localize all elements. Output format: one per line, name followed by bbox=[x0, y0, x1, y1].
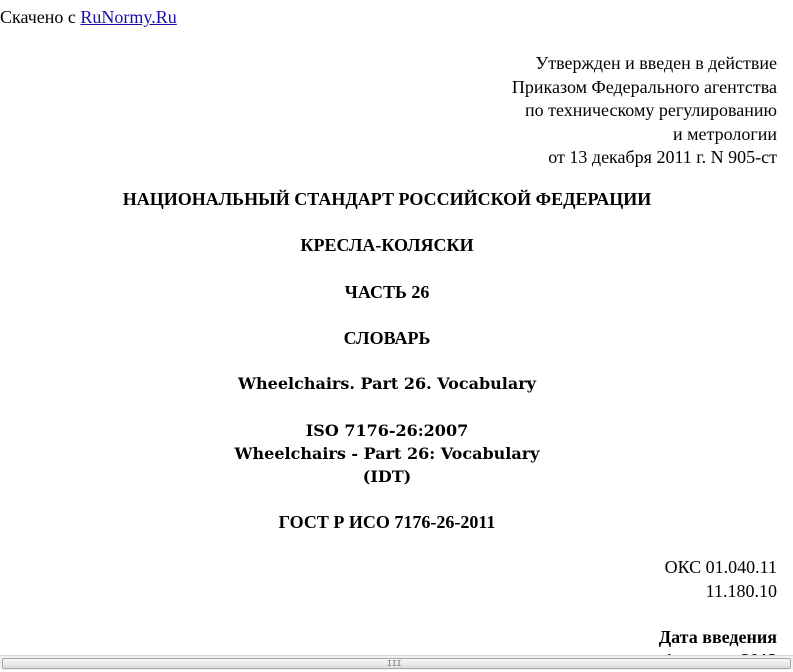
english-title: Wheelchairs. Part 26. Vocabulary bbox=[238, 374, 536, 393]
approval-line: по техническому регулированию bbox=[524, 100, 777, 120]
subject-title: КРЕСЛА-КОЛЯСКИ bbox=[300, 235, 474, 255]
source-line bbox=[0, 6, 177, 28]
approval-line: Приказом Федерального агентства bbox=[511, 76, 777, 97]
introduction-date-label: Дата введения bbox=[658, 627, 777, 647]
approval-line: и метрологии bbox=[673, 123, 777, 144]
approval-block bbox=[512, 52, 777, 170]
part-title: ЧАСТЬ 26 bbox=[344, 282, 430, 302]
national-standard-title: НАЦИОНАЛЬНЫЙ СТАНДАРТ РОССИЙСКОЙ ФЕДЕРАЦИИ bbox=[122, 189, 652, 209]
iso-title: Wheelchairs - Part 26: Vocabulary bbox=[234, 444, 540, 463]
source-link[interactable]: RuNormy.Ru bbox=[80, 7, 177, 27]
iso-relation: (IDT) bbox=[362, 467, 412, 486]
classification-line: 11.180.10 bbox=[705, 580, 777, 601]
gost-number: ГОСТ Р ИСО 7176-26-2011 bbox=[278, 512, 496, 532]
scrollbar-grip-icon: III bbox=[387, 659, 402, 668]
section-title: СЛОВАРЬ bbox=[343, 328, 431, 348]
approval-line: от 13 декабря 2011 г. N 905-ст bbox=[548, 147, 777, 167]
classification-block bbox=[665, 556, 777, 603]
source-prefix: Скачено с bbox=[0, 7, 76, 27]
scrollbar-thumb[interactable] bbox=[2, 658, 791, 669]
classification-line: ОКС 01.040.11 bbox=[664, 557, 777, 577]
iso-number: ISO 7176-26:2007 bbox=[305, 421, 469, 440]
horizontal-scrollbar[interactable] bbox=[0, 655, 793, 670]
approval-line: Утвержден и введен в действие bbox=[535, 53, 777, 73]
iso-reference-block bbox=[0, 419, 774, 488]
